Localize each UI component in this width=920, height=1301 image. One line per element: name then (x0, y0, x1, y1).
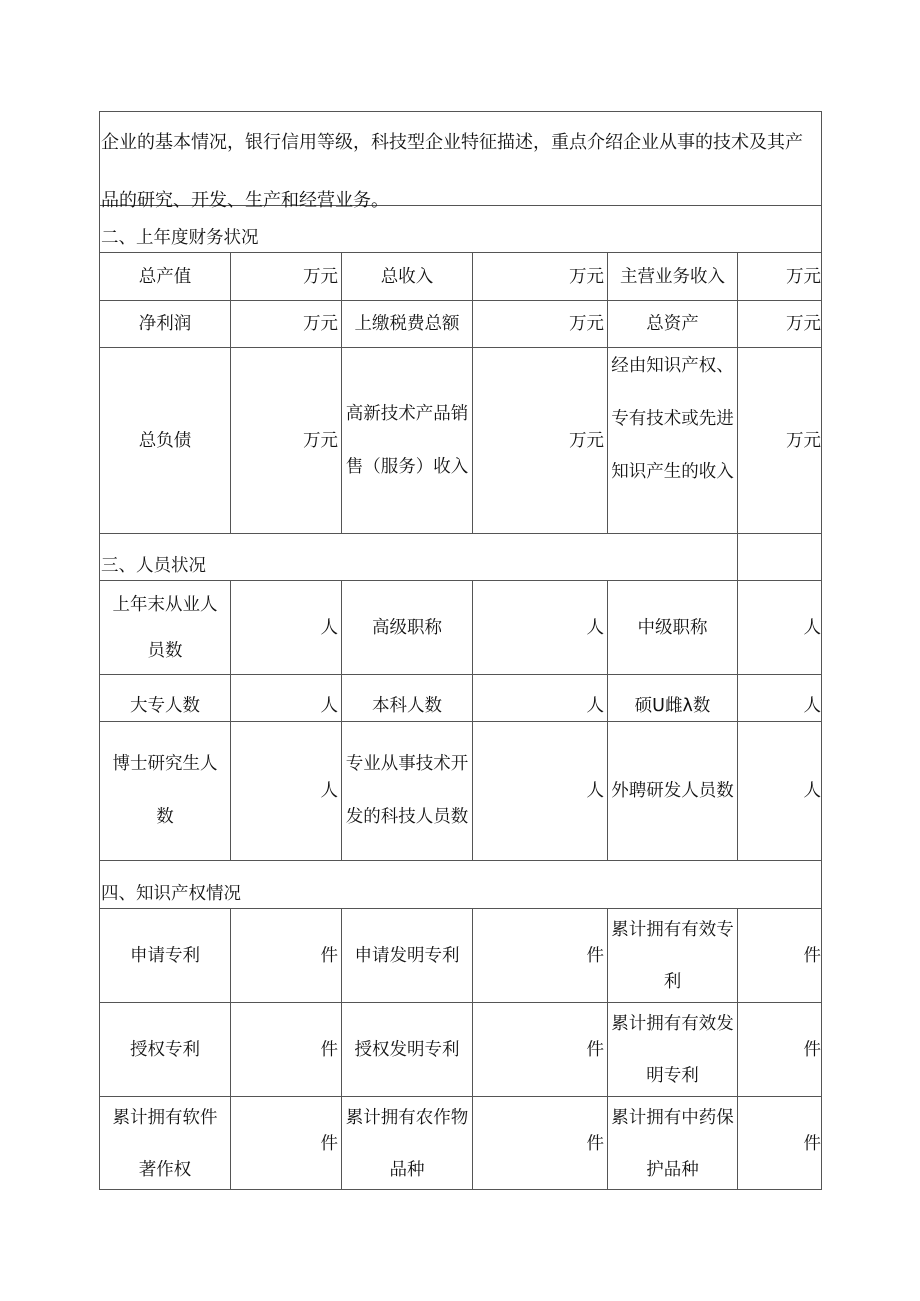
value-software-copyrights[interactable]: 件 (320, 1133, 338, 1154)
section-title-personnel: 三、人员状况 (101, 556, 206, 576)
label-valid-invention-patents: 累计拥有有效发明专利 (611, 1013, 734, 1086)
label-taxes-paid: 上缴税费总额 (354, 314, 460, 334)
label-employees-year-end: 上年末从业人员数 (112, 594, 218, 661)
label-rnd-staff-count: 专业从事技术开发的科技人员数 (345, 754, 469, 827)
value-patent-applications[interactable]: 件 (320, 945, 338, 966)
value-crop-varieties[interactable]: 件 (586, 1133, 604, 1154)
label-software-copyrights: 累计拥有软件著作权 (112, 1107, 218, 1180)
enterprise-description: 企业的基本情况，银行信用等级，科技型企业特征描述，重点介绍企业从事的技术及其产品的研究、开发、生产和经营业务。 (101, 132, 803, 211)
value-total-income[interactable]: 万元 (569, 266, 604, 287)
label-total-output: 总产值 (138, 266, 192, 287)
value-hitech-sales-income[interactable]: 万元 (569, 430, 604, 451)
value-rnd-staff-count[interactable]: 人 (586, 781, 604, 801)
label-master-count: 硕U雌λ数 (634, 696, 711, 716)
label-granted-inventions: 授权发明专利 (354, 1039, 460, 1060)
label-total-income: 总收入 (380, 266, 434, 287)
value-intermediate-title[interactable]: 人 (803, 617, 821, 638)
value-ip-derived-income[interactable]: 万元 (786, 430, 821, 451)
label-college-count: 大专人数 (130, 696, 200, 716)
value-employees-year-end[interactable]: 人 (320, 617, 338, 638)
value-valid-patents[interactable]: 件 (803, 945, 821, 966)
value-master-count[interactable]: 人 (803, 696, 821, 716)
value-net-profit[interactable]: 万元 (303, 314, 338, 334)
value-external-rnd-count[interactable]: 人 (803, 781, 821, 801)
value-main-business-income[interactable]: 万元 (786, 266, 821, 287)
label-net-profit: 净利润 (138, 314, 192, 334)
label-hitech-sales-income: 高新技术产品销售（服务）收入 (345, 403, 469, 477)
label-ip-derived-income: 经由知识产权、专有技术或先进知识产生的收入 (611, 356, 734, 482)
value-total-liabilities[interactable]: 万元 (303, 430, 338, 451)
label-total-assets: 总资产 (646, 314, 699, 334)
label-phd-count: 博士研究生人数 (112, 754, 218, 827)
value-valid-invention-patents[interactable]: 件 (803, 1039, 821, 1060)
row-divider (99, 533, 822, 534)
row-divider (99, 860, 822, 861)
label-granted-patents: 授权专利 (130, 1039, 200, 1060)
label-senior-title: 高级职称 (372, 617, 442, 638)
label-total-liabilities: 总负债 (138, 430, 192, 451)
section-title-finance: 二、上年度财务状况 (101, 228, 259, 248)
label-valid-patents: 累计拥有有效专利 (611, 919, 734, 992)
value-granted-patents[interactable]: 件 (320, 1039, 338, 1060)
label-intermediate-title: 中级职称 (637, 617, 708, 638)
label-external-rnd-count: 外聘研发人员数 (611, 780, 734, 801)
label-patent-applications: 申请专利 (130, 945, 200, 966)
value-total-assets[interactable]: 万元 (786, 314, 821, 334)
label-crop-varieties: 累计拥有农作物品种 (345, 1107, 469, 1180)
value-college-count[interactable]: 人 (320, 696, 338, 716)
value-taxes-paid[interactable]: 万元 (569, 314, 604, 334)
value-invention-applications[interactable]: 件 (586, 945, 604, 966)
label-bachelor-count: 本科人数 (372, 696, 442, 716)
label-main-business-income: 主营业务收入 (620, 266, 725, 287)
value-total-output[interactable]: 万元 (303, 266, 338, 287)
label-invention-applications: 申请发明专利 (354, 945, 460, 966)
value-senior-title[interactable]: 人 (586, 617, 604, 638)
value-tcm-protected-varieties[interactable]: 件 (803, 1133, 821, 1154)
section-title-ip: 四、知识产权情况 (101, 884, 241, 904)
col-divider (737, 533, 738, 580)
value-bachelor-count[interactable]: 人 (586, 696, 604, 716)
label-tcm-protected-varieties: 累计拥有中药保护品种 (611, 1107, 734, 1180)
value-phd-count[interactable]: 人 (320, 781, 338, 801)
value-granted-inventions[interactable]: 件 (586, 1039, 604, 1060)
